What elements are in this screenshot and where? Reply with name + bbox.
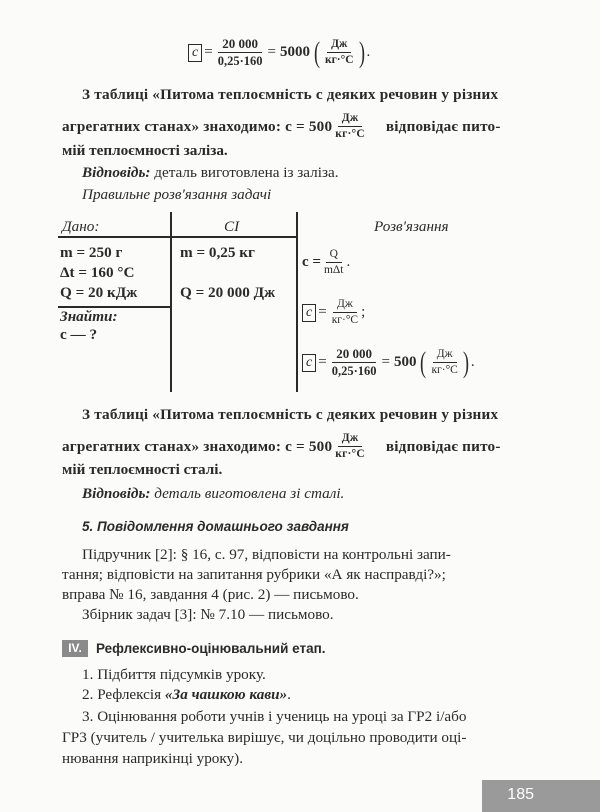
section4-item3-line1: 3. Оцінювання роботи учнів і учениць на уроці за ГР2 і/або [82, 708, 467, 725]
unit-fraction [325, 38, 354, 67]
equals: = [318, 354, 327, 370]
unit-numerator: Дж [338, 112, 363, 127]
period: . [366, 44, 371, 60]
denominator: 0,25·160 [331, 364, 377, 378]
bracket-c: c [302, 354, 316, 372]
section4-item3-line2: ГР3 (учитель / учителька вирішує, чи доцільно проводити оці- [62, 729, 467, 746]
equals: = [318, 304, 327, 320]
para2-line2-end: відповідає пито- [385, 437, 501, 455]
given-heading: Дано: [62, 218, 100, 235]
semicolon: ; [361, 304, 366, 320]
unit-denominator: кг·°С [335, 128, 365, 140]
table-divider-1 [170, 212, 172, 392]
si-heat: Q = 20 000 Дж [180, 284, 276, 301]
page-number-box [482, 780, 600, 812]
answer-text: деталь виготовлена із заліза. [154, 164, 339, 181]
item2-emphasis: «За чашкою кави» [164, 686, 288, 703]
section4-heading: Рефлексивно-оцінювальний етап. [96, 641, 326, 656]
para1-line3: мій теплоємності заліза. [62, 142, 228, 159]
para1-line2-start: агрегатних станах» знаходимо: с = 500 [62, 117, 333, 135]
answer-label: Відповідь: [82, 485, 151, 502]
para2-line3: мій теплоємності сталі. [62, 461, 223, 478]
close-paren: ) [462, 345, 469, 379]
answer-text: деталь виготовлена зі сталі. [154, 485, 345, 502]
section5-line4: Збірник задач [3]: № 7.10 — письмово. [82, 606, 334, 623]
numerator: 20 000 [218, 36, 262, 53]
item2-end: . [287, 686, 291, 703]
unit-fraction [431, 348, 457, 377]
section5-line1: Підручник [2]: § 16, с. 97, відповісти на контрольні запи- [82, 546, 451, 563]
para2-line1: З таблиці «Питома теплоємність с деяких речовин у різних [82, 406, 499, 423]
numerator: 20 000 [332, 346, 376, 363]
equals: = [267, 44, 276, 60]
formula-specific-heat-iron [188, 36, 370, 69]
denominator: mΔt [323, 264, 344, 276]
para2-line2 [62, 432, 501, 461]
find-label: Знайти: [60, 308, 118, 325]
correct-solution-heading: Правильне розв'язання задачі [82, 186, 272, 203]
fraction [218, 36, 263, 69]
unit-numerator: Дж [327, 38, 351, 53]
fraction [324, 248, 344, 277]
equals: = [381, 354, 390, 370]
unit-denominator: кг·°С [335, 448, 365, 460]
solution-formula-value [302, 346, 475, 379]
para1-line2-end: відповідає пито- [385, 117, 501, 135]
section4-item3-line3: нювання наприкінці уроку). [62, 750, 244, 767]
unit-numerator: Дж [433, 348, 457, 363]
answer2 [82, 483, 344, 505]
denominator: 0,25·160 [217, 54, 263, 68]
section5-line2: тання; відповісти на запитання рубрики «А як насправді?»; [62, 566, 446, 583]
c-equals: с = [302, 254, 321, 270]
si-heading: СІ [224, 218, 240, 235]
para1-line2 [62, 112, 501, 141]
numerator: Q [326, 248, 342, 263]
page-number: 185 [507, 786, 534, 803]
period: . [470, 354, 475, 370]
section5-line3: вправа № 16, завдання 4 (рис. 2) — письмово. [62, 586, 359, 603]
unit-numerator: Дж [338, 432, 363, 447]
solution-formula-units [302, 298, 365, 327]
close-paren: ) [358, 35, 365, 69]
fraction [332, 346, 377, 379]
period: . [346, 254, 351, 270]
table-divider-2 [296, 212, 298, 392]
unit-numerator: Дж [333, 298, 357, 313]
result: 5000 [279, 44, 310, 60]
unit-fraction [335, 432, 365, 461]
open-paren: ( [313, 35, 320, 69]
section4-item2 [82, 684, 291, 706]
item2-text: 2. Рефлексія [82, 686, 165, 703]
solution-heading: Розв'язання [374, 218, 449, 235]
solution-formula-c [302, 248, 350, 277]
given-temp-change: Δt = 160 °С [60, 264, 135, 281]
para1-line1: З таблиці «Питома теплоємність с деяких речовин у різних [82, 86, 499, 103]
given-heat: Q = 20 кДж [60, 284, 138, 301]
equals: = [204, 44, 213, 60]
open-paren: ( [420, 345, 427, 379]
unit-fraction [335, 112, 365, 141]
section-badge: IV. [62, 640, 88, 657]
unit-denominator: кг·°С [331, 314, 359, 326]
bracket-c: c [188, 44, 202, 62]
section4-item1: 1. Підбиття підсумків уроку. [82, 666, 266, 683]
section5-heading: 5. Повідомлення домашнього завдання [82, 519, 349, 534]
given-mass: m = 250 г [60, 244, 123, 261]
unit-fraction [332, 298, 358, 327]
find-value: с — ? [60, 326, 98, 343]
para2-line2-start: агрегатних станах» знаходимо: с = 500 [62, 437, 333, 455]
result: 500 [393, 354, 417, 370]
bracket-c: c [302, 304, 316, 322]
answer1 [82, 162, 339, 184]
unit-denominator: кг·°С [431, 364, 458, 376]
unit-denominator: кг·°С [324, 54, 354, 66]
answer-label: Відповідь: [82, 164, 151, 181]
si-mass: m = 0,25 кг [180, 244, 255, 261]
